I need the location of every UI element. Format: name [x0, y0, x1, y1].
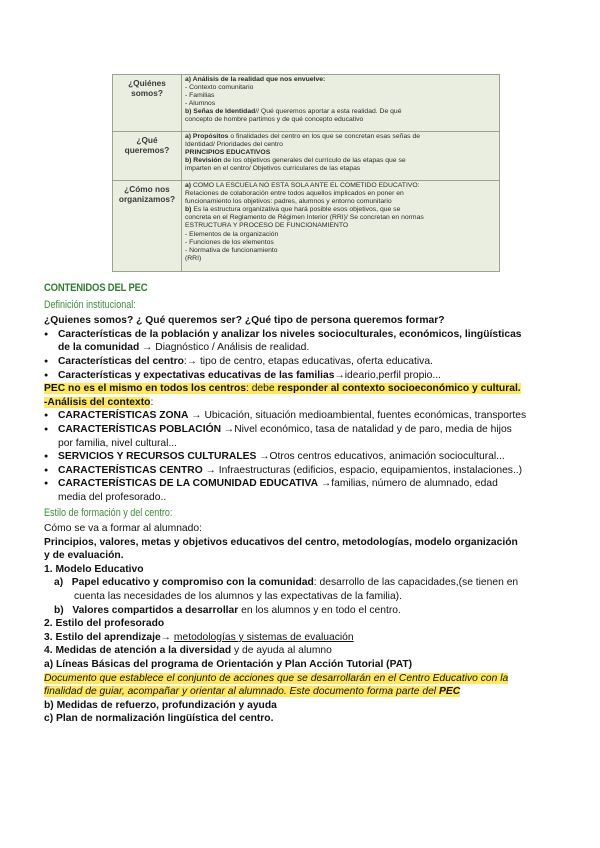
answer-text: - Elementos de la organización [185, 230, 279, 238]
lineas-basicas: a) Líneas Básicas del programa de Orientación y Plan Acción Tutorial (PAT) [44, 659, 413, 671]
table-answer-cell [182, 132, 500, 181]
modelo-item-a [44, 576, 564, 590]
question-text: organizamos? [118, 194, 176, 204]
medidas-diversidad [44, 644, 564, 658]
plan-normalizacion: c) Plan de normalización lingüística del centro. [44, 713, 274, 725]
bullet-bold: Características y expectativas educativas de las familias [58, 369, 335, 381]
section-title: CONTENIDOS DEL PEC [44, 282, 148, 294]
answer-bold: a) [185, 182, 193, 189]
question-line: ¿Quienes somos? ¿ Qué queremos ser? ¿Qué tipo de persona queremos formar? [44, 315, 445, 327]
bullet-bold: CARACTERÍSTICAS CENTRO [58, 464, 203, 476]
answer-text: Identidad/ Prioridades del centro [185, 141, 283, 149]
question-text: ¿Quiénes [128, 78, 166, 88]
list-item [44, 423, 564, 450]
modelo-item-b [44, 604, 564, 618]
item-bold: Valores compartidos a desarrollar [72, 604, 239, 616]
bullet-bold: Características del centro [58, 355, 184, 367]
answer-text: Es la estructura organizativa que hará posible esos objetivos, que se [193, 206, 401, 214]
subheading-definicion: Definición institucional: [44, 298, 136, 311]
answer-bold: a) Análisis de la realidad que nos envuelve: [185, 76, 326, 83]
item-bold: Papel educativo y compromiso con la comunidad [71, 577, 314, 589]
answer-text: - Contexto comunitario [185, 84, 254, 92]
answer-text: concreta en el Reglamento de Régimen Interior (RRI)/ Se concretan en normas [185, 214, 424, 222]
principios-line: y de evaluación. [44, 550, 124, 562]
bullet-text: →ideario,perfil propio... [334, 369, 441, 381]
item-label: b) [54, 604, 64, 616]
pec-summary-table [112, 74, 500, 272]
bullet-text: → Ubicación, situación medioambiental, fuentes económicas, transportes [188, 410, 527, 422]
bullet-text: :→ tipo de centro, etapas educativas, oferta educativa. [183, 355, 433, 367]
answer-bold: a) Propósitos [185, 133, 229, 140]
answer-text: - Normativa de funcionamiento [185, 246, 278, 254]
table-answer-cell [182, 181, 500, 272]
list-item [44, 477, 564, 504]
item-text: : desarrollo de las capacidades,(se tienen en [313, 577, 519, 589]
list-item [44, 369, 564, 383]
answer-text: // Qué queremos aportar a esta realidad. De qué [255, 108, 402, 116]
list-item [44, 409, 564, 423]
bullet-text: por familia, nivel cultural... [58, 437, 178, 449]
list-item [44, 450, 564, 464]
answer-text: de los objetivos generales del currículo de las etapas que se [221, 157, 406, 165]
modelo-educativo: 1. Modelo Educativo [44, 563, 144, 575]
pat-definition-2 [44, 685, 564, 699]
item-text: en los alumnos y en todo el centro. [238, 604, 401, 616]
answer-text: COMO LA ESCUELA NO ESTÁ SOLA ANTE EL COMETIDO EDUCATIVO: [192, 182, 420, 189]
answer-text: - Alumnos [185, 100, 216, 108]
item-label: a) [54, 577, 64, 589]
table-row [113, 75, 500, 132]
question-text: queremos? [124, 145, 170, 155]
highlight-italic: finalidad de guiar, acompañar y orientar al alumnado. Este documento forma parte del [44, 686, 439, 698]
document-body [44, 282, 564, 726]
answer-text: concepto de hombre partimos y de qué concepto educativo [185, 116, 364, 124]
answer-text: o finalidades del centro en los que se concretan esas señas de [228, 133, 421, 140]
list-item [44, 464, 564, 478]
estilo-aprendizaje [44, 631, 564, 645]
bullet-text: →Nivel económico, tasa de natalidad y de paro, media de hijos [221, 423, 512, 435]
list-item [44, 328, 564, 355]
pat-definition-1 [44, 672, 564, 686]
question-text: ¿Cómo nos [124, 184, 170, 194]
bullet-bold: de la comunidad [58, 342, 140, 354]
answer-text: - Funciones de los elementos [185, 238, 274, 246]
item-bold: 4. Medidas de atención a la diversidad [44, 645, 232, 657]
table-answer-cell [182, 75, 500, 132]
answer-text: (RRI) [185, 254, 202, 262]
como-line: Cómo se va a formar al alumnado: [44, 523, 202, 535]
table-question-cell [113, 132, 182, 181]
answer-bold: b) [185, 206, 194, 214]
bullet-text: media del profesorado.. [58, 491, 167, 503]
table-question-cell [113, 181, 182, 272]
answer-text: funcionamiento los objetivos: padres, alumnos y entorno comunitario [185, 198, 392, 206]
highlight-bold: -Análisis del contexto [44, 396, 151, 408]
estilo-profesorado: 2. Estilo del profesorado [44, 618, 165, 630]
highlight-italic: Documento que establece el conjunto de acciones que se desarrollarán en el Centro Educativo con la [44, 672, 509, 684]
colon-text: : [150, 396, 154, 408]
question-text: ¿Qué [136, 135, 158, 145]
answer-bold: PRINCIPIOS EDUCATIVOS [185, 149, 271, 157]
principios-line: Principios, valores, metas y objetivos educativos del centro, metodologías, modelo organización [44, 536, 518, 548]
highlight-bold: responder al contexto socioeconómico y cultural. [277, 383, 521, 395]
item-bold: 3. Estilo del aprendizaje→ [44, 631, 174, 643]
bullet-bold: CARACTERÍSTICAS ZONA [58, 410, 189, 422]
bullet-bold: SERVICIOS Y RECURSOS CULTURALES [58, 451, 257, 463]
answer-text: ESTRUCTURA Y PROCESO DE FUNCIONAMIENTO [185, 222, 349, 230]
modelo-item-a-cont: cuenta las necesidades de los alumnos y las expectativas de la familia). [74, 591, 402, 603]
bullet-text: →familias, número de alumnado, edad [318, 478, 498, 490]
bullet-list-definicion [44, 328, 564, 382]
subheading-estilo: Estilo de formación y del centro: [44, 506, 173, 519]
analisis-heading [44, 396, 564, 410]
answer-bold: b) Señas de Identidad [185, 108, 256, 116]
item-text: y de ayuda al alumno [231, 645, 332, 657]
medidas-refuerzo: b) Medidas de refuerzo, profundización y ayuda [44, 699, 277, 711]
highlight-bold-italic: PEC [438, 686, 461, 698]
bullet-list-contexto [44, 409, 564, 504]
question-text: somos? [131, 88, 163, 98]
highlight-text: : debe [245, 383, 278, 395]
bullet-bold: CARACTERÍSTICAS DE LA COMUNIDAD EDUCATIVA [58, 478, 319, 490]
answer-text: - Familias [185, 92, 215, 100]
bullet-bold: CARACTERÍSTICAS POBLACIÓN [58, 423, 222, 435]
table-row [113, 181, 500, 272]
bullet-text: → Infraestructuras (edificios, espacio, equipamientos, instalaciones..) [202, 464, 523, 476]
table-question-cell [113, 75, 182, 132]
answer-bold: b) Revisión [185, 157, 222, 165]
bullet-text: → Diagnóstico / Análisis de realidad. [139, 342, 310, 354]
table-row [113, 132, 500, 181]
answer-text: imparten en el centro/ Objetivos curriculares de las etapas [185, 165, 361, 173]
bullet-bold: Características de la población y analizar los niveles socioculturales, económicos, lingüísticas [58, 328, 522, 340]
bullet-text: →Otros centros educativos, animación sociocultural... [256, 451, 505, 463]
pec-highlight-line [44, 382, 564, 396]
highlight-bold: PEC no es el mismo en todos los centros [44, 383, 246, 395]
list-item [44, 355, 564, 369]
item-underlined: metodologías y sistemas de evaluación [173, 631, 354, 643]
answer-text: Relaciones de colaboración entre todos aquellos implicados en poner en [185, 190, 404, 198]
